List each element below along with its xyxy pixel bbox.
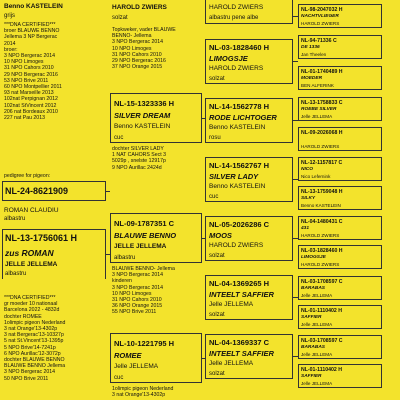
g3b-box — [205, 39, 293, 84]
g4-ring: NL-04-1480431 C — [301, 219, 343, 225]
b3-ring: NL-09-1787351 C — [114, 219, 175, 228]
connector-line — [293, 179, 298, 180]
g4-ring: NL-03-1708597 C — [301, 279, 343, 285]
g3g-owner: Jelle JELLEMA — [209, 360, 254, 367]
b3-owner: JELLE JELLEMA — [114, 243, 167, 250]
g4-name: LIMOGSJE — [301, 255, 326, 260]
g3e-color: solzat — [209, 253, 225, 259]
g4-box-9 — [298, 276, 382, 300]
g4-owner: Benno KASTELEIN — [301, 203, 341, 208]
g4-box-11 — [298, 335, 382, 359]
g3f-ring: NL-04-1369265 H — [209, 279, 270, 288]
g4-ring: NL-12-1157817 C — [301, 160, 343, 166]
subject-color: albastru — [4, 216, 26, 222]
g3c-owner: Benno KASTELEIN — [209, 124, 266, 131]
connector-line — [202, 238, 205, 239]
g4-ring: NL-09-2026068 H — [301, 130, 343, 136]
g4-owner: HAROLD ZWIERS — [301, 262, 340, 267]
g4-ring: NL-01-1740489 H — [301, 69, 343, 75]
g4-owner: Jelle JELLEMA — [301, 114, 333, 119]
subject-owner: ROMAN CLAUDIU — [4, 207, 59, 214]
g1-top-color: grijs — [4, 13, 16, 19]
g4-owner: Jelle JELLEMA — [301, 381, 333, 386]
g3e-name: MOOS — [209, 231, 232, 240]
b2-ring: NL-15-1323336 H — [114, 99, 175, 108]
g4-box-2 — [298, 66, 382, 90]
g4-name: BARABAS — [301, 286, 325, 291]
g4-name: 431 — [301, 226, 310, 231]
g4-ring: NL-03-1828460 H — [301, 248, 343, 254]
g3b-color: solzat — [209, 76, 225, 82]
g4-owner: Jelle JELLEMA — [301, 293, 333, 298]
g3f-color: solzat — [209, 312, 225, 318]
g3a-owner: HAROLD ZWIERS — [209, 4, 264, 11]
g1-top-owner: Benno KASTELEIN — [4, 3, 63, 10]
g3e-owner: HAROLD ZWIERS — [209, 242, 264, 249]
g4-owner: Nico Lefernink — [301, 174, 331, 179]
b4-name: ROMEE — [114, 351, 142, 360]
g3d-box — [205, 157, 293, 202]
g3f-box — [205, 275, 293, 320]
b2-owner: Benno KASTELEIN — [114, 123, 171, 130]
sire-ring: NL-13-1756061 H — [5, 233, 78, 243]
sire-info: ***DNA CERTIFIED*** gr moeder 10 nationaal Barcelona 2022 - 4832d dochter ROMEE 1olimpic pigeon Nederland 3 nat Orange'13-4302p 3 nat Bergerac'13-10327p 5 nat St.Vincent'13-1395p 5 NPO Brive'14-7241p 6 NPO Aurillac'12-3072p dochter BLAUWE BENNO BLAUWE BENNO Jellema 3 NPO Bergerac 2014 50 NPO Brive 2011 — [4, 295, 66, 382]
b3-color: albastru — [114, 255, 136, 261]
g4-box-3 — [298, 97, 382, 121]
g2-top-info: Topkweker, vader BLAUWE BENNO- Jellema 3 NPO Bergerac 2014 10 NPO Limoges 31 NPO Cahors 2010 29 NPO Bergerac 2016 37 NPO Orange 2015 — [112, 27, 176, 71]
g3c-ring: NL-14-1562778 H — [209, 102, 270, 111]
g4-ring: NL-01-1110402 H — [301, 367, 342, 373]
g4-owner: HAROLD ZWIERS — [301, 21, 340, 26]
g4-ring: NL-03-1708597 C — [301, 338, 343, 344]
g4-ring: NL-13-1758833 C — [301, 100, 343, 106]
g1-top-info: ***DNA CERTIFIED*** broer BLAUWE BENNO Jellema 3 NP Bergerac 2014 broer: 3 NPO Bergerac 2014 10 NPO Limoges 31 NPO Cahors 2010 29 NPO Bergerac 2016 53 NPO Brive 2011 60 NPO Montpellier 2011 93 nat Marseille 2013 102nat Perpignan 2012 102nat StVincent 2012 206 nat Bordeaux 2010 227 nat Pau 2013 — [4, 22, 62, 122]
g4-owner: BEN ALFERINK — [301, 83, 334, 88]
connector-line — [293, 16, 298, 17]
sire-owner: JELLE JELLEMA — [5, 261, 58, 268]
connector-line — [106, 191, 110, 192]
g4-owner: HAROLD ZWIERS — [301, 144, 340, 149]
g4-box-1 — [298, 35, 382, 59]
g3b-owner: HAROLD ZWIERS — [209, 65, 264, 72]
connector-line — [106, 254, 110, 255]
b2-info: dochter SILVER LADY 1 NAT CAHORS Sect 3 5029p , snelste 12917p 9 NPO Aurillac 2424d — [112, 146, 167, 171]
b3-info: BLAUWE BENNO- Jellema 3 NPO Bergerac 2014 kinderen 3 NPO Bergerac 2014 10 NPO Limoges 31 NPO Cahors 2010 36 NPO Orange 2015 55 NPO Brive 2011 — [112, 266, 175, 316]
g3a-color: albastru pene albe — [209, 15, 259, 21]
g3g-name: INTEELT SAFFIER — [209, 349, 274, 358]
g3c-name: RODE LICHTOGER — [209, 113, 277, 122]
connector-line — [293, 238, 298, 239]
g2-top-owner: HAROLD ZWIERS — [112, 4, 167, 11]
b4-box — [110, 333, 202, 383]
g4-name: ROEBE SILVER — [301, 107, 337, 112]
g3f-owner: Jelle JELLEMA — [209, 301, 254, 308]
g3f-name: INTEELT SAFFIER — [209, 290, 274, 299]
g3g-color: solzat — [209, 371, 225, 377]
b4-owner: Jelle JELLEMA — [114, 363, 159, 370]
sire-box — [2, 229, 106, 279]
b2-color: cuc — [114, 135, 124, 141]
g4-owner: Jelle JELLEMA — [301, 322, 333, 327]
g3d-color: cuc — [209, 194, 219, 200]
g3e-ring: NL-05-2026286 C — [209, 220, 270, 229]
dam-sire-box — [110, 93, 202, 143]
g4-name: NACHTVLIEGER — [301, 14, 339, 19]
g4-name: MOEDER — [301, 76, 323, 81]
g4-name: BARABAS — [301, 345, 325, 350]
g4-ring: NL-01-1110402 H — [301, 308, 342, 314]
g4-name: NICO — [301, 167, 313, 172]
g3c-box — [205, 98, 293, 143]
g4-name: SILKY — [301, 196, 316, 201]
g3e-box — [205, 216, 293, 261]
g3d-ring: NL-14-1562767 H — [209, 161, 270, 170]
g4-box-8 — [298, 245, 382, 269]
g4-ring: NL-13-1759048 H — [301, 189, 343, 195]
g4-owner: Jelle JELLEMA — [301, 352, 333, 357]
connector-line — [293, 120, 298, 121]
connector-line — [202, 118, 205, 119]
g4-box-7 — [298, 216, 382, 240]
b3-name: BLAUWE BENNO — [114, 231, 177, 240]
g4-box-0 — [298, 4, 382, 28]
g4-owner: Jan Theelen — [301, 52, 327, 57]
pedigree-label: pedigree for pigeon: — [4, 173, 51, 179]
subject-ring: NL-24-8621909 — [5, 186, 69, 196]
b4-info: 1olimpic pigeon Nederland 3 nat Orange'13-4302p — [112, 386, 174, 399]
g2-top-color: solzat — [112, 15, 128, 21]
sire-color: albastru — [5, 271, 27, 277]
g4-name: DE 1336 — [301, 45, 320, 50]
b2-name: SILVER DREAM — [114, 111, 171, 120]
g4-box-6 — [298, 186, 382, 210]
g3d-owner: Benno KASTELEIN — [209, 183, 266, 190]
g4-box-12 — [298, 364, 382, 388]
connector-line — [293, 297, 298, 298]
g4-box-10 — [298, 305, 382, 329]
g4-ring: NL-94-71336 C — [301, 38, 337, 44]
g3c-color: rosu — [209, 135, 221, 141]
g4-box-5 — [298, 157, 382, 181]
g3g-box — [205, 334, 293, 379]
g4-ring: NL-98-2047032 H — [301, 7, 343, 13]
g4-box-4 — [298, 127, 382, 151]
b3-box — [110, 213, 202, 263]
g3g-ring: NL-04-1369337 C — [209, 338, 270, 347]
g3d-name: SILVER LADY — [209, 172, 259, 181]
g4-name: SAFFIER — [301, 315, 322, 320]
connector-line — [293, 356, 298, 357]
g3b-ring: NL-03-1828460 H — [209, 43, 270, 52]
g4-owner: HAROLD ZWIERS — [301, 233, 340, 238]
sire-name: zus ROMAN — [5, 248, 54, 258]
g4-name: SAFFIER — [301, 374, 322, 379]
connector-line — [293, 61, 298, 62]
b4-color: cuc — [114, 375, 124, 381]
subject-box — [2, 181, 106, 201]
connector-line — [202, 358, 205, 359]
g3b-name: LIMOGSJE — [209, 54, 248, 63]
g3a-box — [205, 0, 293, 24]
b4-ring: NL-10-1221795 H — [114, 339, 175, 348]
